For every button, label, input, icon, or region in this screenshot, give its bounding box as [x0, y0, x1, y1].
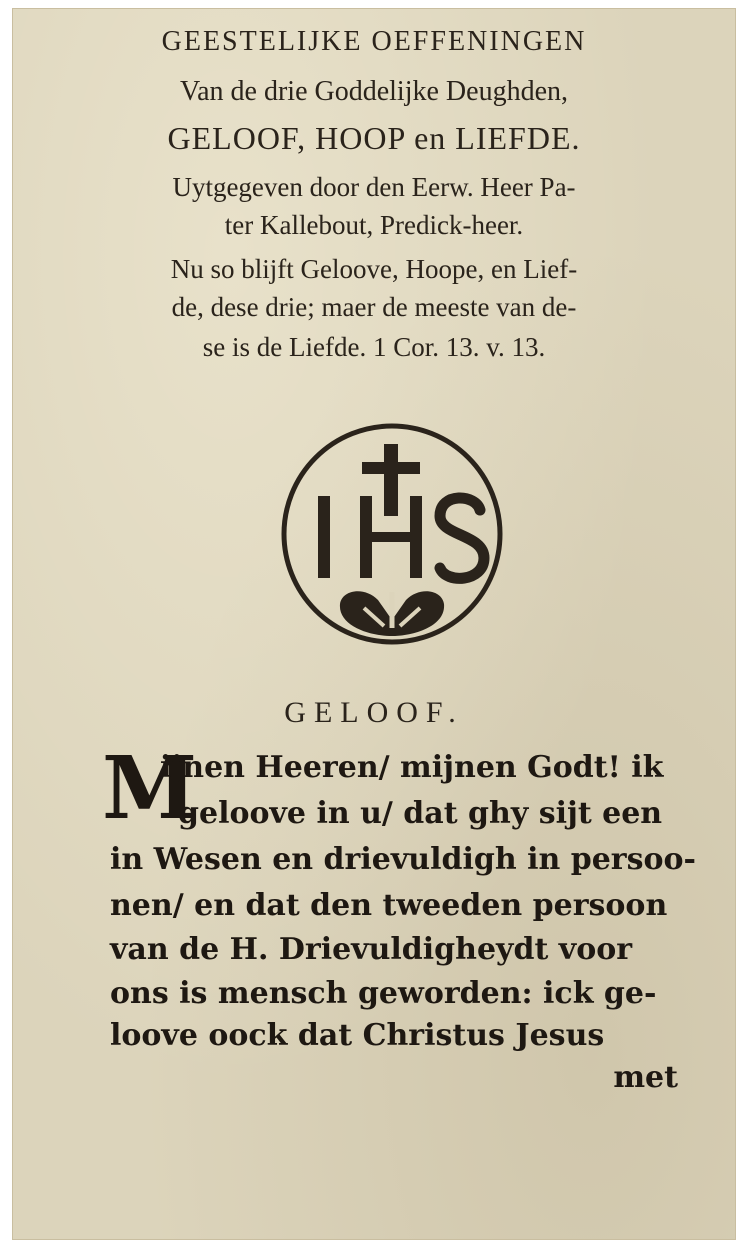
section-title: GELOOF. [284, 696, 464, 729]
body-line-1: ijnen Heeren/ mijnen Godt! ik [160, 750, 664, 785]
title-line-4: Uytgegeven door den Eerw. Heer Pa- [172, 172, 576, 202]
catchword: met [613, 1060, 678, 1095]
title-line-5: ter Kallebout, Predick-heer. [224, 210, 524, 240]
title-line-2: Van de drie Goddelijke Deughden, [180, 76, 568, 107]
ihs-emblem-icon [280, 422, 504, 646]
quote-line-1: Nu so blijft Geloove, Hoope, en Lief- [170, 254, 578, 284]
body-line-3: in Wesen en drievuldigh in persoo- [110, 842, 696, 877]
title-line-3: GELOOF, HOOP en LIEFDE. [167, 120, 581, 156]
body-line-2: geloove in u/ dat ghy sijt een [178, 796, 663, 831]
document-page [12, 8, 736, 1240]
drop-cap: M [102, 738, 198, 839]
body-line-6: ons is mensch geworden: ick ge- [110, 976, 657, 1011]
body-line-7: loove oock dat Christus Jesus [110, 1018, 605, 1053]
body-line-4: nen/ en dat den tweeden persoon [110, 888, 668, 923]
title-line-1: GEESTELIJKE OEFFENINGEN [161, 26, 587, 57]
body-line-5: van de H. Drievuldigheydt voor [110, 932, 633, 967]
quote-line-2: de, dese drie; maer de meeste van de- [171, 292, 577, 322]
quote-line-3: se is de Liefde. 1 Cor. 13. v. 13. [202, 332, 546, 362]
